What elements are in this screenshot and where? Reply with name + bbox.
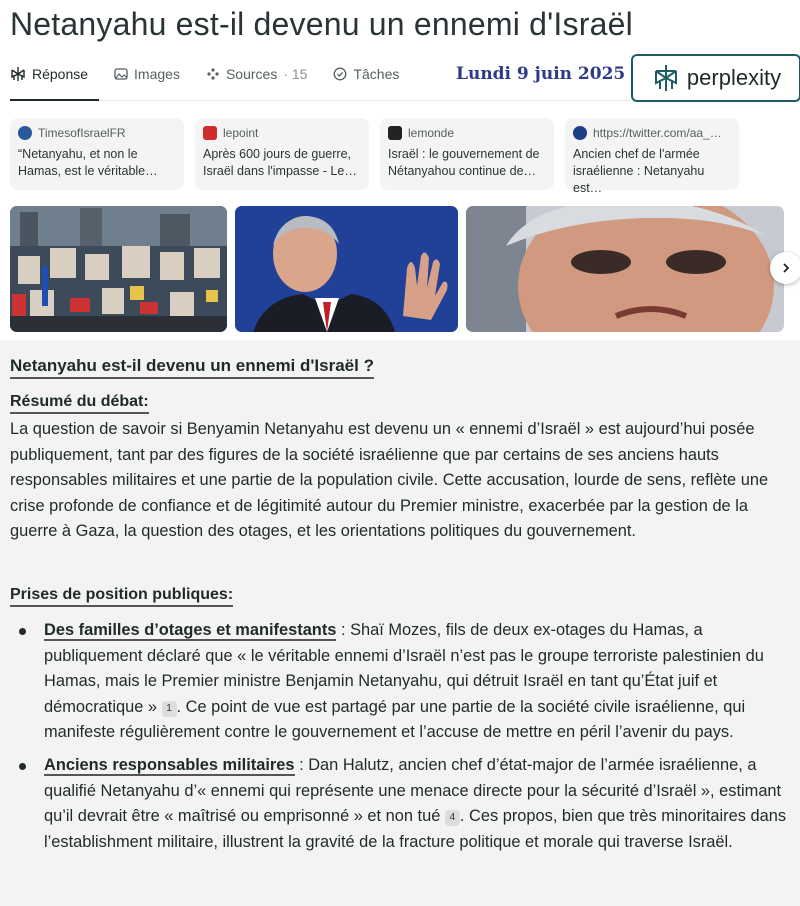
source-site: TimesofIsraelFR [38,126,126,140]
bullet-text: : Shaï Mozes, fils de deux ex-otages du Hamas, a publiquement déclaré que « le véritable ennemi d’Israël n’est pas le groupe terroriste palestinien du Hamas, mais le Premier ministre Benjamin Netanyahu, qui détruit Israël en tant qu’État juif et démocratique » [44,621,764,716]
positions-heading: Prises de position publiques: [10,586,233,607]
image-strip [10,206,784,332]
tab-count: · 15 [283,66,308,82]
source-title: “Netanyahu, et non le Hamas, est le véritable… [18,147,158,178]
brand-name: perplexity [686,65,782,90]
protest-photo[interactable] [10,206,227,332]
netanyahu-closeup-photo[interactable] [466,206,784,332]
bullet-text: . Ce point de vue est partagé par une partie de la société civile israélienne, qui manifeste régulièrement contre le gouvernement et l’accuse de mettre en péril l’avenir du pays. [44,697,746,742]
summary-heading: Résumé du débat: [10,393,149,414]
source-site: lemonde [408,126,455,140]
tab-label: Réponse [32,66,89,82]
date-label: Lundi 9 juin 2025 [456,64,626,84]
bullet-text: . Ces propos, bien que très minoritaires dans l’establishment militaire, illustrent la gravité de la fracture politique et morale qui traverse Israël. [44,807,787,851]
source-title: Ancien chef de l'armée israélienne : Netanyahu est… [573,147,705,195]
list-item [0,753,790,855]
source-site: https://twitter.com/aa_… [593,126,722,140]
tab-taches[interactable] [333,62,399,86]
source-site: lepoint [223,126,259,140]
sources-icon [206,67,220,81]
tab-label: Tâches [353,66,400,82]
source-title: Après 600 jours de guerre, Israël dans l'impasse - Le… [203,147,357,178]
source-card[interactable] [10,118,184,190]
source-title: Israël : le gouvernement de Nétanyahou continue de… [388,147,540,178]
tab-label: Sources [225,66,278,82]
timesofisrael-icon [18,126,32,140]
positions-list [0,618,790,862]
citation-badge[interactable]: 4 [445,810,460,826]
tab-reponse[interactable] [10,62,88,86]
summary-paragraph: La question de savoir si Benyamin Netanyahu est devenu un « ennemi d’Israël » est aujourd’hui posée publiquement, tant par des figures de la société israélienne que par certains de ses anciens hauts responsables militaires et une partie de la population civile. Cette accusation, lourde de sens, reflète une crise profonde de confiance et de légitimité autour du Premier ministre, exacerbée par la gestion de la guerre à Gaza, la question des otages, et les orientations politiques du gouvernement. [10,420,769,541]
tab-sources[interactable] [206,62,307,86]
bullet-icon [19,763,26,770]
perplexity-logo [631,54,800,102]
answer-heading: Netanyahu est-il devenu un ennemi d'Israël ? [10,356,374,379]
aa-icon [573,126,587,140]
perplexity-logo-icon [651,63,681,93]
bullet-lead: Des familles d’otages et manifestants [44,621,337,639]
source-card[interactable] [380,118,554,190]
next-images-button[interactable] [770,252,800,284]
lemonde-icon [388,126,402,140]
list-item [0,618,790,746]
source-cards [10,118,739,195]
tabs-divider [10,100,630,101]
netanyahu-waving-photo[interactable] [235,206,458,332]
source-card[interactable] [195,118,369,190]
citation-badge[interactable]: 1 [162,701,177,717]
lepoint-icon [203,126,217,140]
bullet-lead: Anciens responsables militaires [44,755,295,774]
bullet-icon [19,628,26,635]
perplexity-icon [10,66,26,82]
source-card[interactable] [565,118,739,195]
image-icon [114,67,128,81]
page-title: Netanyahu est-il devenu un ennemi d'Israël [10,6,633,42]
check-circle-icon [333,67,347,81]
active-tab-indicator [10,99,99,101]
bullet-text: : Dan Halutz, ancien chef d’état-major de l’armée israélienne, a qualifié Netanyahu d’« ennemi qui représente une menace directe pour la sécurité d’Israël », estimant qu’il devrait être « maîtrisé ou emprisonné » et non tué [44,755,782,826]
tab-bar [10,62,399,86]
tab-images[interactable] [114,62,180,86]
tab-label: Images [134,66,180,82]
chevron-right-icon [780,262,792,274]
